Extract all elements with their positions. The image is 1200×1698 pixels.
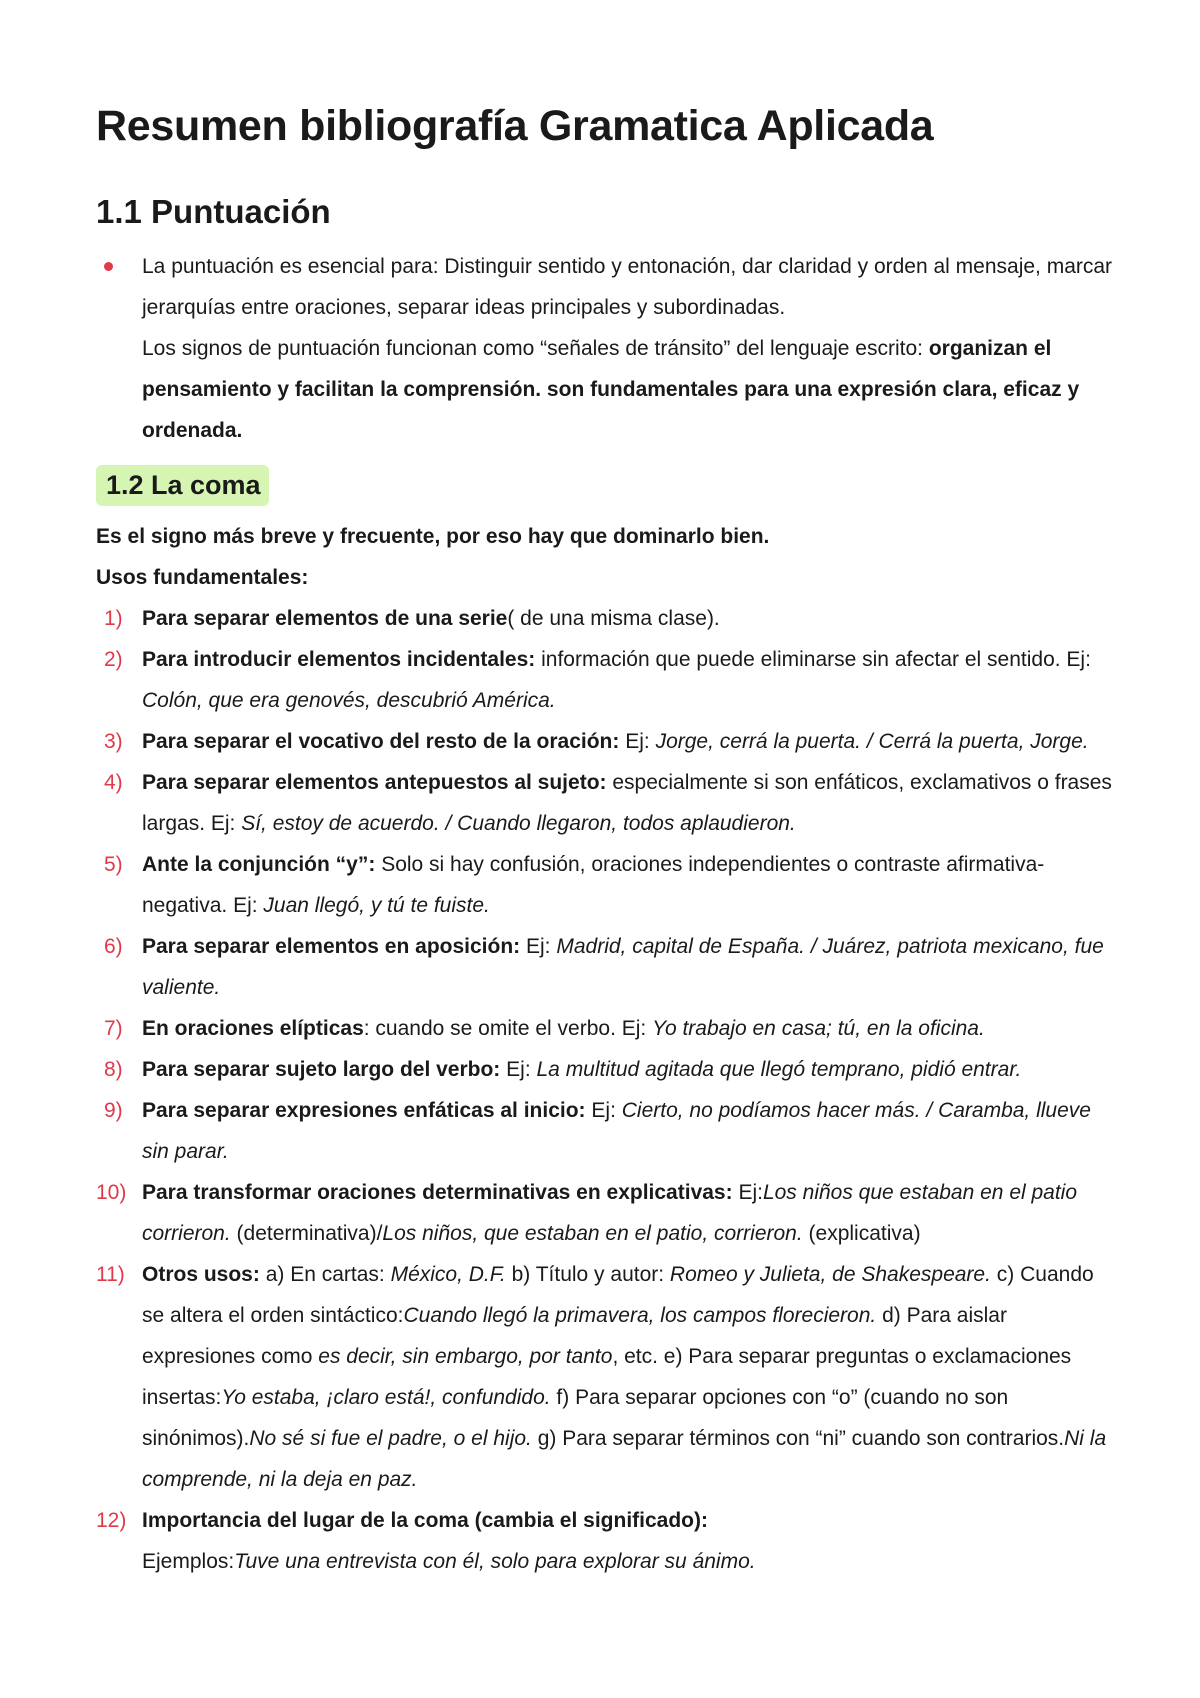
item-bold: Para separar elementos en aposición: [142, 935, 521, 958]
bullet-bold-text: organizan el pensamiento y facilitan la comprensión. son fundamentales para una expresión clara, eficaz y ordenada. [142, 337, 1080, 442]
item-example: Romeo y Julieta, de Shakespeare. [669, 1263, 991, 1286]
list-item-10 [96, 1172, 1116, 1254]
item-bold: Para separar expresiones enfáticas al inicio: [142, 1099, 586, 1122]
item-bold: Ante la conjunción “y”: [142, 853, 376, 876]
list-item [96, 844, 1116, 926]
item-text: : cuando se omite el verbo. Ej: [363, 1017, 653, 1040]
item-example: Colón, que era genovés, descubrió América. [142, 689, 556, 712]
item-bold: Para separar sujeto largo del verbo: [142, 1058, 501, 1081]
list-number: 7) [104, 1017, 123, 1040]
usos-list-extra [96, 1172, 1116, 1582]
list-number: 12) [96, 1509, 127, 1532]
item-text: b) Título y autor: [505, 1263, 670, 1286]
list-item [96, 1090, 1116, 1172]
item-text: a) En cartas: [259, 1263, 391, 1286]
item-example: Cuando llegó la primavera, los campos florecieron. [403, 1304, 877, 1327]
intro-text: Es el signo más breve y frecuente, por eso hay que dominarlo bien. [96, 525, 770, 548]
list-number: 3) [104, 730, 123, 753]
item-bold: Para transformar oraciones determinativas en explicativas: [142, 1181, 733, 1204]
item-example: Madrid, capital de España. / Juárez, patriota mexicano, fue valiente. [142, 935, 1104, 999]
item-example: Los niños que estaban en el patio corrieron. [142, 1181, 1078, 1245]
list-number: 4) [104, 771, 123, 794]
item-example: Los niños, que estaban en el patio, corrieron. [382, 1222, 803, 1245]
item-text: Solo si hay confusión, oraciones independientes o contraste afirmativa-negativa. Ej: [142, 853, 1045, 917]
item-bold: Para separar elementos antepuestos al sujeto: [142, 771, 607, 794]
list-item [96, 639, 1116, 721]
usos-heading: Usos fundamentales: [96, 566, 309, 589]
item-bold: Otros usos: [142, 1263, 260, 1286]
list-item [96, 598, 1116, 639]
item-example: Yo estaba, ¡claro está!, confundido. [221, 1386, 551, 1409]
item-text: , etc. e) Para separar preguntas o exclamaciones insertas: [142, 1345, 1072, 1409]
item-example: Juan llegó, y tú te fuiste. [263, 894, 490, 917]
bullet-text: La puntuación es esencial para: Distinguir sentido y entonación, dar claridad y orden al mensaje, marcar jerarquías entre oraciones, separar ideas principales y subordinadas. [142, 255, 1113, 319]
item-text: (determinativa)/ [230, 1222, 383, 1245]
item-text: Ej: [500, 1058, 537, 1081]
list-number: 1) [104, 607, 123, 630]
item-bold: En oraciones elípticas [142, 1017, 364, 1040]
item-text: Ej: [732, 1181, 763, 1204]
section-heading-puntuacion: 1.1 Puntuación [96, 193, 331, 230]
section-heading-wrapper [96, 465, 1116, 506]
list-number: 9) [104, 1099, 123, 1122]
bullet-item-puntuacion [96, 246, 1116, 451]
item-example: México, D.F. [390, 1263, 506, 1286]
document-page [96, 100, 1116, 1582]
list-item-12 [96, 1500, 1116, 1582]
item-text: f) Para separar opciones con “o” (cuando no son sinónimos). [142, 1386, 1009, 1450]
item-text: (explicativa) [802, 1222, 921, 1245]
list-number: 8) [104, 1058, 123, 1081]
item-example: Sí, estoy de acuerdo. / Cuando llegaron, todos aplaudieron. [241, 812, 796, 835]
item-example: es decir, sin embargo, por tanto [318, 1345, 613, 1368]
item-text: Ejemplos: [142, 1550, 235, 1573]
item-bold: Para separar elementos de una serie [142, 607, 508, 630]
item-text: Ej: [520, 935, 557, 958]
item-example: Cierto, no podíamos hacer más. / Caramba, llueve sin parar. [142, 1099, 1091, 1163]
item-example: Yo trabajo en casa; tú, en la oficina. [652, 1017, 985, 1040]
list-number: 10) [96, 1181, 127, 1204]
item-bold: Importancia del lugar de la coma (cambia el significado): [142, 1509, 708, 1532]
list-item [96, 721, 1116, 762]
item-example: La multitud agitada que llegó temprano, pidió entrar. [536, 1058, 1022, 1081]
list-item [96, 1008, 1116, 1049]
item-bold: Para separar el vocativo del resto de la oración: [142, 730, 620, 753]
section-heading-la-coma: 1.2 La coma [96, 465, 269, 506]
item-text: c) Cuando se altera el orden sintáctico: [142, 1263, 1094, 1327]
list-item [96, 926, 1116, 1008]
list-item [96, 1049, 1116, 1090]
item-example: Jorge, cerrá la puerta. / Cerrá la puerta, Jorge. [655, 730, 1089, 753]
document-title: Resumen bibliografía Gramatica Aplicada [96, 102, 934, 150]
item-text: Ej: [619, 730, 656, 753]
bullet-dot-icon [104, 262, 113, 271]
list-number: 5) [104, 853, 123, 876]
item-bold: Para introducir elementos incidentales: [142, 648, 536, 671]
item-example: Ni la comprende, ni la deja en paz. [142, 1427, 1107, 1491]
item-text: ( de una misma clase). [507, 607, 720, 630]
list-item-11 [96, 1254, 1116, 1500]
item-text: g) Para separar términos con “ni” cuando son contrarios. [531, 1427, 1065, 1450]
list-number: 6) [104, 935, 123, 958]
usos-list [96, 598, 1116, 1172]
item-text: d) Para aislar expresiones como [142, 1304, 1007, 1368]
list-item [96, 762, 1116, 844]
list-number: 11) [96, 1263, 125, 1286]
bullet-text-2: Los signos de puntuación funcionan como “señales de tránsito” del lenguaje escrito: [142, 337, 929, 360]
item-text: especialmente si son enfáticos, exclamativos o frases largas. Ej: [142, 771, 1112, 835]
item-example: No sé si fue el padre, o el hijo. [249, 1427, 532, 1450]
item-example: Tuve una entrevista con él, solo para explorar su ánimo. [234, 1550, 756, 1573]
item-text: Ej: [585, 1099, 622, 1122]
item-text: información que puede eliminarse sin afectar el sentido. Ej: [535, 648, 1091, 671]
list-number: 2) [104, 648, 123, 671]
